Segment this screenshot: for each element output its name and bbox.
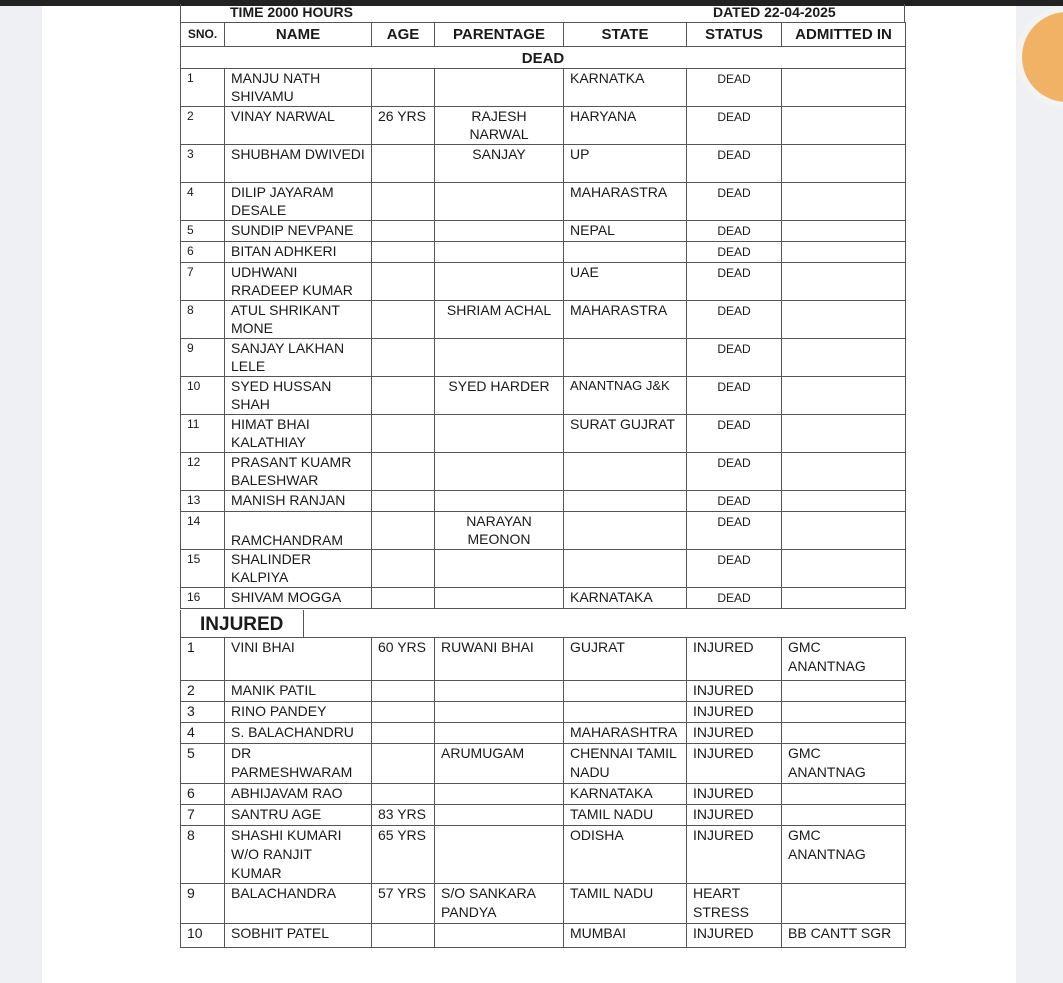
age-cell xyxy=(372,453,435,491)
dead-row xyxy=(181,183,906,221)
state-cell: MAHARASTRA xyxy=(564,301,687,339)
admitted-cell xyxy=(782,550,906,588)
state-cell: KARNATAKA xyxy=(564,784,687,805)
sno-cell: 11 xyxy=(181,415,225,453)
admitted-cell xyxy=(782,784,906,805)
status-cell: HEART STRESS xyxy=(687,884,782,924)
status-cell: INJURED xyxy=(687,744,782,784)
dead-row xyxy=(181,377,906,415)
parentage-cell xyxy=(435,183,564,221)
parentage-cell xyxy=(435,491,564,512)
dead-row xyxy=(181,221,906,242)
dead-row xyxy=(181,415,906,453)
age-cell xyxy=(372,702,435,723)
status-cell: DEAD xyxy=(687,453,782,491)
state-cell: TAMIL NADU xyxy=(564,884,687,924)
sno-cell: 7 xyxy=(181,805,225,826)
age-cell xyxy=(372,183,435,221)
name-cell: SHIVAM MOGGA xyxy=(225,588,372,609)
name-cell: VINAY NARWAL xyxy=(225,107,372,145)
dead-row xyxy=(181,145,906,183)
age-cell xyxy=(372,550,435,588)
parentage-cell: SHRIAM ACHAL xyxy=(435,301,564,339)
status-cell: DEAD xyxy=(687,145,782,183)
age-cell xyxy=(372,301,435,339)
dead-row xyxy=(181,512,906,550)
state-cell: GUJRAT xyxy=(564,638,687,681)
name-cell: DILIP JAYARAM DESALE xyxy=(225,183,372,221)
dead-row xyxy=(181,550,906,588)
sno-cell: 8 xyxy=(181,826,225,884)
sno-cell: 13 xyxy=(181,491,225,512)
sno-cell: 5 xyxy=(181,744,225,784)
name-cell: SHALINDER KALPIYA xyxy=(225,550,372,588)
status-cell: DEAD xyxy=(687,301,782,339)
dead-row xyxy=(181,69,906,107)
status-cell: DEAD xyxy=(687,588,782,609)
state-cell: HARYANA xyxy=(564,107,687,145)
age-cell xyxy=(372,415,435,453)
parentage-cell xyxy=(435,453,564,491)
admitted-cell xyxy=(782,723,906,744)
parentage-cell xyxy=(435,924,564,948)
name-cell: MANISH RANJAN xyxy=(225,491,372,512)
status-cell: DEAD xyxy=(687,242,782,263)
state-cell: ODISHA xyxy=(564,826,687,884)
status-cell: DEAD xyxy=(687,415,782,453)
injured-row xyxy=(181,744,906,784)
age-cell xyxy=(372,784,435,805)
sno-cell: 12 xyxy=(181,453,225,491)
sno-cell: 1 xyxy=(181,638,225,681)
dead-row xyxy=(181,588,906,609)
admitted-cell: GMC ANANTNAG xyxy=(782,744,906,784)
admitted-cell: GMC ANANTNAG xyxy=(782,638,906,681)
admitted-cell xyxy=(782,453,906,491)
parentage-cell: SANJAY xyxy=(435,145,564,183)
sno-cell: 6 xyxy=(181,242,225,263)
col-name: NAME xyxy=(225,23,372,47)
status-cell: DEAD xyxy=(687,550,782,588)
state-cell: UP xyxy=(564,145,687,183)
sno-cell: 4 xyxy=(181,183,225,221)
name-cell: UDHWANI RRADEEP KUMAR xyxy=(225,263,372,301)
floating-bubble[interactable] xyxy=(1022,12,1063,102)
report-time: TIME 2000 HOURS xyxy=(230,4,353,20)
parentage-cell xyxy=(435,826,564,884)
status-cell: INJURED xyxy=(687,681,782,702)
age-cell xyxy=(372,744,435,784)
status-cell: DEAD xyxy=(687,339,782,377)
status-cell: INJURED xyxy=(687,784,782,805)
name-cell: RINO PANDEY xyxy=(225,702,372,723)
sno-cell: 6 xyxy=(181,784,225,805)
admitted-cell xyxy=(782,415,906,453)
injured-row xyxy=(181,681,906,702)
sno-cell: 10 xyxy=(181,924,225,948)
col-state: STATE xyxy=(564,23,687,47)
injured-row xyxy=(181,723,906,744)
state-cell: MAHARASTRA xyxy=(564,183,687,221)
col-status: STATUS xyxy=(687,23,782,47)
dead-row xyxy=(181,107,906,145)
admitted-cell xyxy=(782,221,906,242)
sno-cell: 8 xyxy=(181,301,225,339)
dead-row xyxy=(181,339,906,377)
age-cell xyxy=(372,512,435,550)
sno-cell: 7 xyxy=(181,263,225,301)
status-cell: DEAD xyxy=(687,69,782,107)
dead-row xyxy=(181,301,906,339)
parentage-cell xyxy=(435,415,564,453)
parentage-cell: S/O SANKARA PANDYA xyxy=(435,884,564,924)
injured-row xyxy=(181,784,906,805)
name-cell: SUNDIP NEVPANE xyxy=(225,221,372,242)
state-cell xyxy=(564,512,687,550)
injured-row xyxy=(181,924,906,948)
age-cell xyxy=(372,377,435,415)
parentage-cell: RAJESH NARWAL xyxy=(435,107,564,145)
state-cell: KARNATKA xyxy=(564,69,687,107)
status-cell: INJURED xyxy=(687,723,782,744)
state-cell: MUMBAI xyxy=(564,924,687,948)
age-cell xyxy=(372,924,435,948)
injured-table xyxy=(180,637,906,948)
admitted-cell xyxy=(782,491,906,512)
sno-cell: 3 xyxy=(181,145,225,183)
parentage-cell: NARAYAN MEONON xyxy=(435,512,564,550)
admitted-cell xyxy=(782,339,906,377)
dead-row xyxy=(181,242,906,263)
age-cell xyxy=(372,242,435,263)
age-cell: 65 YRS xyxy=(372,826,435,884)
name-cell: SHUBHAM DWIVEDI xyxy=(225,145,372,183)
parentage-cell xyxy=(435,339,564,377)
parentage-cell xyxy=(435,221,564,242)
state-cell: KARNATAKA xyxy=(564,588,687,609)
status-cell: DEAD xyxy=(687,377,782,415)
admitted-cell xyxy=(782,512,906,550)
name-cell: BITAN ADHKERI xyxy=(225,242,372,263)
age-cell xyxy=(372,681,435,702)
sno-cell: 9 xyxy=(181,884,225,924)
age-cell xyxy=(372,339,435,377)
sno-cell: 16 xyxy=(181,588,225,609)
state-cell xyxy=(564,681,687,702)
injured-row xyxy=(181,638,906,681)
parentage-cell xyxy=(435,242,564,263)
status-cell: DEAD xyxy=(687,107,782,145)
status-cell: INJURED xyxy=(687,638,782,681)
state-cell xyxy=(564,453,687,491)
age-cell xyxy=(372,588,435,609)
col-sno: SNO. xyxy=(181,23,225,47)
dead-row xyxy=(181,491,906,512)
admitted-cell xyxy=(782,107,906,145)
status-cell: DEAD xyxy=(687,183,782,221)
sno-cell: 2 xyxy=(181,681,225,702)
name-cell: RAMCHANDRAM xyxy=(225,512,372,550)
name-cell: SANTRU AGE xyxy=(225,805,372,826)
status-cell: INJURED xyxy=(687,924,782,948)
status-cell: DEAD xyxy=(687,512,782,550)
state-cell: UAE xyxy=(564,263,687,301)
parentage-cell xyxy=(435,263,564,301)
admitted-cell xyxy=(782,681,906,702)
parentage-cell xyxy=(435,723,564,744)
parentage-cell xyxy=(435,588,564,609)
col-parentage: PARENTAGE xyxy=(435,23,564,47)
admitted-cell xyxy=(782,69,906,107)
col-age: AGE xyxy=(372,23,435,47)
age-cell xyxy=(372,263,435,301)
name-cell: SYED HUSSAN SHAH xyxy=(225,377,372,415)
age-cell xyxy=(372,145,435,183)
parentage-cell xyxy=(435,69,564,107)
name-cell: PRASANT KUAMR BALESHWAR xyxy=(225,453,372,491)
col-admitted: ADMITTED IN xyxy=(782,23,906,47)
admitted-cell: GMC ANANTNAG xyxy=(782,826,906,884)
parentage-cell xyxy=(435,681,564,702)
sno-cell: 14 xyxy=(181,512,225,550)
name-cell: SANJAY LAKHAN LELE xyxy=(225,339,372,377)
injured-row xyxy=(181,805,906,826)
age-cell: 83 YRS xyxy=(372,805,435,826)
state-cell xyxy=(564,491,687,512)
admitted-cell xyxy=(782,702,906,723)
report-date: DATED 22-04-2025 xyxy=(713,4,836,20)
state-cell: TAMIL NADU xyxy=(564,805,687,826)
admitted-cell xyxy=(782,242,906,263)
sno-cell: 1 xyxy=(181,69,225,107)
name-cell: S. BALACHANDRU xyxy=(225,723,372,744)
injured-row xyxy=(181,826,906,884)
status-cell: INJURED xyxy=(687,805,782,826)
sno-cell: 9 xyxy=(181,339,225,377)
dead-row xyxy=(181,453,906,491)
state-cell: MAHARASHTRA xyxy=(564,723,687,744)
dead-section-header xyxy=(181,47,906,69)
parentage-cell xyxy=(435,702,564,723)
admitted-cell xyxy=(782,183,906,221)
state-cell: CHENNAI TAMIL NADU xyxy=(564,744,687,784)
state-cell: NEPAL xyxy=(564,221,687,242)
age-cell xyxy=(372,221,435,242)
parentage-cell xyxy=(435,784,564,805)
parentage-cell xyxy=(435,805,564,826)
status-cell: INJURED xyxy=(687,826,782,884)
sno-cell: 4 xyxy=(181,723,225,744)
name-cell: ATUL SHRIKANT MONE xyxy=(225,301,372,339)
status-cell: DEAD xyxy=(687,491,782,512)
sno-cell: 5 xyxy=(181,221,225,242)
name-cell: MANJU NATH SHIVAMU xyxy=(225,69,372,107)
name-cell: DR PARMESHWARAM xyxy=(225,744,372,784)
column-header-row xyxy=(181,23,906,47)
state-cell: SURAT GUJRAT xyxy=(564,415,687,453)
name-cell: MANIK PATIL xyxy=(225,681,372,702)
admitted-cell xyxy=(782,884,906,924)
age-cell: 26 YRS xyxy=(372,107,435,145)
state-cell: ANANTNAG J&K xyxy=(564,377,687,415)
status-cell: DEAD xyxy=(687,263,782,301)
name-cell: HIMAT BHAI KALATHIAY xyxy=(225,415,372,453)
injured-row xyxy=(181,884,906,924)
injured-row xyxy=(181,702,906,723)
sno-cell: 2 xyxy=(181,107,225,145)
admitted-cell xyxy=(782,805,906,826)
age-cell: 57 YRS xyxy=(372,884,435,924)
sno-cell: 15 xyxy=(181,550,225,588)
injured-title: INJURED xyxy=(200,614,284,635)
sno-cell: 10 xyxy=(181,377,225,415)
state-cell xyxy=(564,550,687,588)
admitted-cell: BB CANTT SGR xyxy=(782,924,906,948)
age-cell xyxy=(372,723,435,744)
sno-cell: 3 xyxy=(181,702,225,723)
name-cell: BALACHANDRA xyxy=(225,884,372,924)
admitted-cell xyxy=(782,145,906,183)
parentage-cell: SYED HARDER xyxy=(435,377,564,415)
status-cell: INJURED xyxy=(687,702,782,723)
admitted-cell xyxy=(782,377,906,415)
dead-table xyxy=(180,22,906,609)
injured-title-box xyxy=(180,610,304,637)
status-cell: DEAD xyxy=(687,221,782,242)
name-cell: SOBHIT PATEL xyxy=(225,924,372,948)
state-cell xyxy=(564,242,687,263)
name-cell: VINI BHAI xyxy=(225,638,372,681)
admitted-cell xyxy=(782,588,906,609)
admitted-cell xyxy=(782,301,906,339)
parentage-cell: RUWANI BHAI xyxy=(435,638,564,681)
dead-row xyxy=(181,263,906,301)
parentage-cell: ARUMUGAM xyxy=(435,744,564,784)
admitted-cell xyxy=(782,263,906,301)
name-cell: SHASHI KUMARI W/O RANJIT KUMAR xyxy=(225,826,372,884)
age-cell xyxy=(372,491,435,512)
parentage-cell xyxy=(435,550,564,588)
name-cell: ABHIJAVAM RAO xyxy=(225,784,372,805)
dead-title: DEAD xyxy=(181,47,906,69)
state-cell xyxy=(564,339,687,377)
age-cell: 60 YRS xyxy=(372,638,435,681)
state-cell xyxy=(564,702,687,723)
age-cell xyxy=(372,69,435,107)
